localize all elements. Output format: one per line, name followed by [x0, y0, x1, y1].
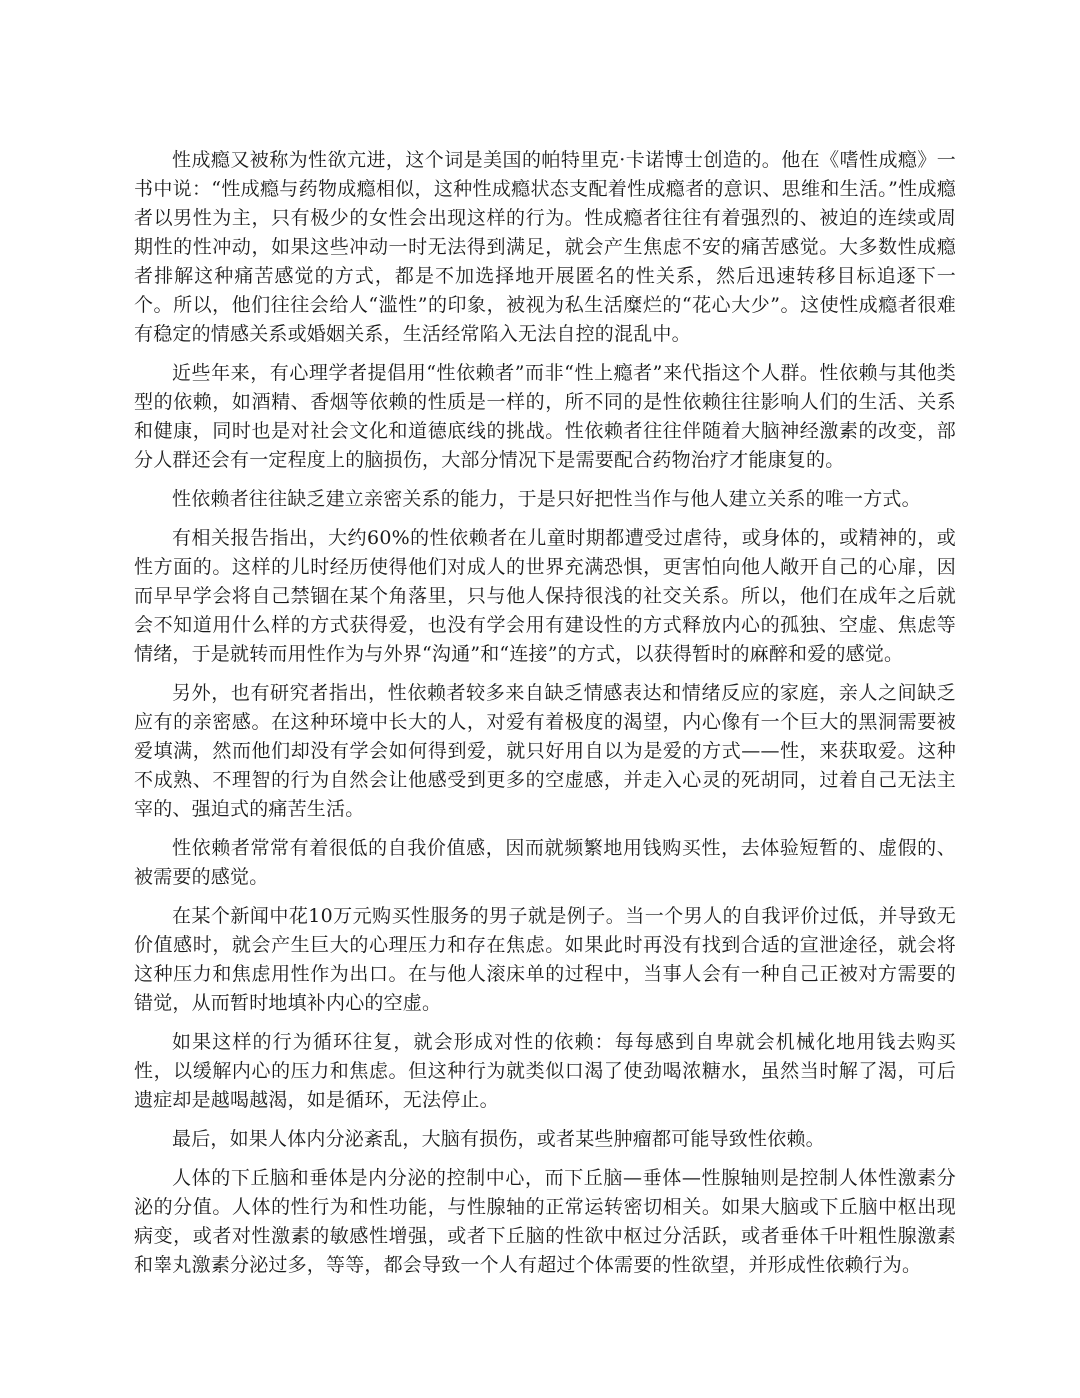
paragraph-4: 有相关报告指出，大约60%的性依赖者在儿童时期都遭受过虐待，或身体的，或精神的，或性方面的。这样的儿时经历使得他们对成人的世界充满恐惧，更害怕向他人敞开自己的心扉，因而早早学会将自己禁锢在某个角落里，只与他人保持很浅的社交关系。所以，他们在成年之后就会不知道用什么样的方式获得爱，也没有学会用有建设性的方式释放内心的孤独、空虚、焦虑等情绪，于是就转而用性作为与外界“沟通”和“连接”的方式，以获得暂时的麻醉和爱的感觉。 [134, 527, 956, 665]
paragraph-3: 性依赖者往往缺乏建立亲密关系的能力，于是只好把性当作与他人建立关系的唯一方式。 [172, 488, 921, 510]
paragraph-10: 人体的下丘脑和垂体是内分泌的控制中心，而下丘脑—垂体—性腺轴则是控制人体性激素分泌的分值。人体的性行为和性功能，与性腺轴的正常运转密切相关。如果大脑或下丘脑中枢出现病变，或者对性激素的敏感性增强，或者下丘脑的性欲中枢过分活跃，或者垂体千叶粗性腺激素和睾丸激素分泌过多，等等，都会导致一个人有超过个体需要的性欲望，并形成性依赖行为。 [134, 1167, 956, 1276]
paragraph-2: 近些年来，有心理学者提倡用“性依赖者”而非“性上瘾者”来代指这个人群。性依赖与其他类型的依赖，如酒精、香烟等依赖的性质是一样的，所不同的是性依赖往往影响人们的生活、关系和健康，同时也是对社会文化和道德底线的挑战。性依赖者往往伴随着大脑神经激素的改变，部分人群还会有一定程度上的脑损伤，大部分情况下是需要配合药物治疗才能康复的。 [134, 362, 956, 471]
paragraph-7: 在某个新闻中花10万元购买性服务的男子就是例子。当一个男人的自我评价过低，并导致无价值感时，就会产生巨大的心理压力和存在焦虑。如果此时再没有找到合适的宣泄途径，就会将这种压力和焦虑用性作为出口。在与他人滚床单的过程中，当事人会有一种自己正被对方需要的错觉，从而暂时地填补内心的空虚。 [134, 905, 956, 1014]
paragraph-6: 性依赖者常常有着很低的自我价值感，因而就频繁地用钱购买性，去体验短暂的、虚假的、被需要的感觉。 [134, 837, 956, 888]
paragraph-5: 另外，也有研究者指出，性依赖者较多来自缺乏情感表达和情绪反应的家庭，亲人之间缺乏应有的亲密感。在这种环境中长大的人，对爱有着极度的渴望，内心像有一个巨大的黑洞需要被爱填满，然而他们却没有学会如何得到爱，就只好用自以为是爱的方式——性，来获取爱。这种不成熟、不理智的行为自然会让他感受到更多的空虚感，并走入心灵的死胡同，过着自己无法主宰的、强迫式的痛苦生活。 [134, 682, 956, 820]
paragraph-1: 性成瘾又被称为性欲亢进，这个词是美国的帕特里克·卡诺博士创造的。他在《嗜性成瘾》一书中说：“性成瘾与药物成瘾相似，这种性成瘾状态支配着性成瘾者的意识、思维和生活。”性成瘾者以男性为主，只有极少的女性会出现这样的行为。性成瘾者往往有着强烈的、被迫的连续或周期性的性冲动，如果这些冲动一时无法得到满足，就会产生焦虑不安的痛苦感觉。大多数性成瘾者排解这种痛苦感觉的方式，都是不加选择地开展匿名的性关系，然后迅速转移目标追逐下一个。所以，他们往往会给人“滥性”的印象，被视为私生活糜烂的“花心大少”。这使性成瘾者很难有稳定的情感关系或婚姻关系，生活经常陷入无法自控的混乱中。 [134, 149, 956, 345]
paragraph-8: 如果这样的行为循环往复，就会形成对性的依赖：每每感到自卑就会机械化地用钱去购买性，以缓解内心的压力和焦虑。但这种行为就类似口渴了使劲喝浓糖水，虽然当时解了渴，可后遗症却是越喝越渴，如是循环，无法停止。 [134, 1031, 956, 1111]
paragraph-9: 最后，如果人体内分泌紊乱，大脑有损伤，或者某些肿瘤都可能导致性依赖。 [172, 1128, 825, 1150]
article-body [134, 146, 956, 1290]
